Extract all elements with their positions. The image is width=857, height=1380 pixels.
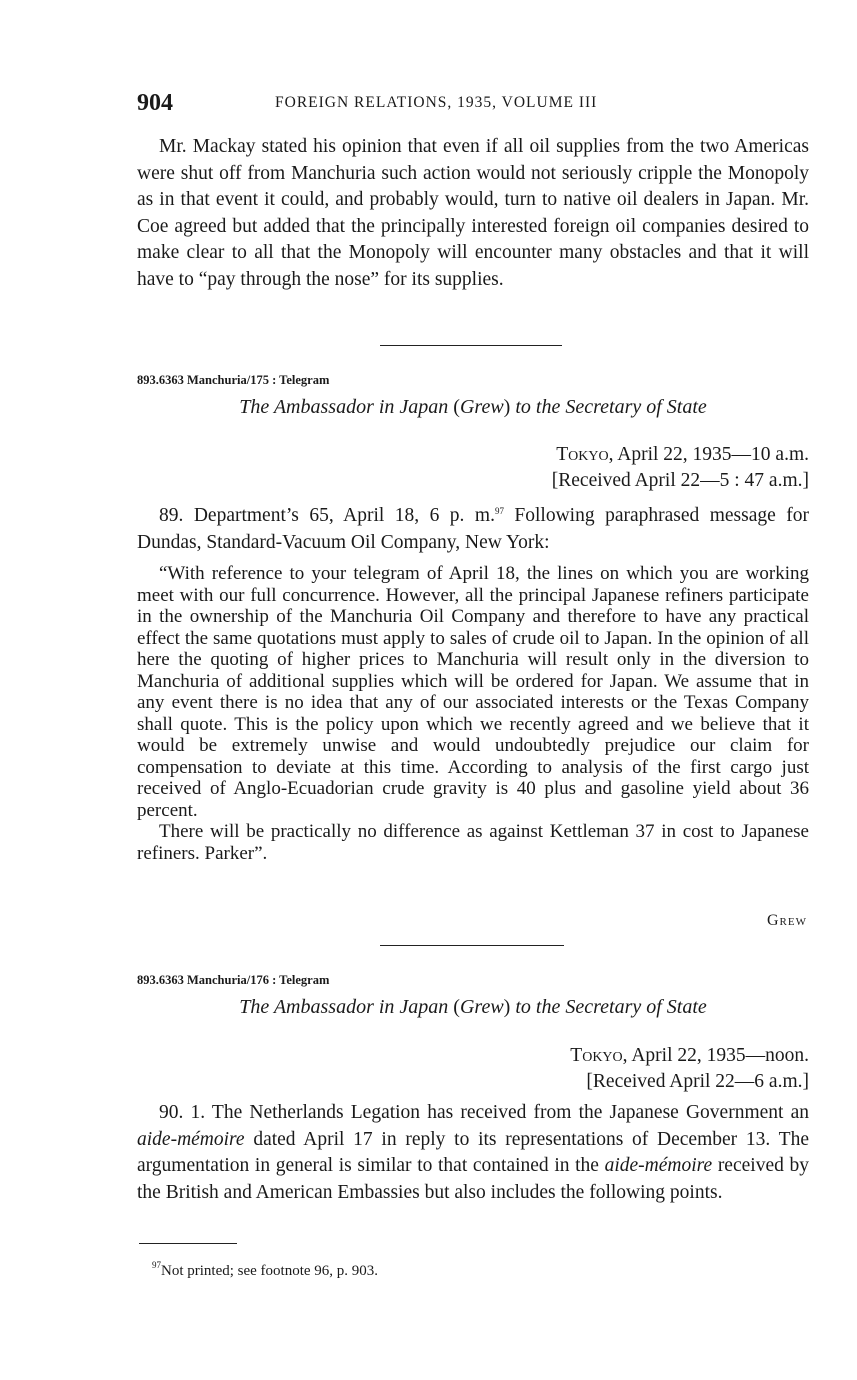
file-reference-2: 893.6363 Manchuria/176 : Telegram [137,973,330,987]
place: Tokyo [556,444,609,465]
heading-name: Grew [459,996,504,1018]
italic-term: aide-mémoire [604,1155,713,1176]
heading-text: The Ambassador in Japan [239,396,454,418]
dateline-2 [570,1043,809,1095]
received-line: [Received April 22—5 : 47 a.m.] [551,470,809,491]
heading-text: The Ambassador in Japan [239,996,454,1018]
opening-text: 89. Department’s 65, April 18, 6 p. m. [159,505,495,526]
quoted-message-closing: There will be practically no difference as against Kettleman 37 in cost to Japanese refiners. Parker”. [137,821,809,864]
heading-text-after: to the Secretary of State [510,996,707,1018]
footnote-text: Not printed; see footnote 96, p. 903. [161,1263,379,1279]
place: Tokyo [570,1045,623,1066]
footnote [152,1260,378,1280]
telegram-heading-2 [137,996,809,1019]
file-reference-1: 893.6363 Manchuria/175 : Telegram [137,373,330,387]
body-text: dated April 17 in reply to its representations of December 13. The argumentation in general is similar to that contained in the [137,1128,809,1176]
quoted-message-block [137,563,809,864]
heading-paren-open: ( [453,396,460,418]
section-divider [380,945,564,946]
heading-text-after: to the Secretary of State [510,396,707,418]
telegram-opening-block-1 [137,498,809,556]
heading-paren-open: ( [453,996,460,1018]
heading-paren-close: ) [503,996,511,1018]
opening-text-after: Following paraphrased message for Dundas, Standard-Vacuum Oil Company, New York: [137,505,809,553]
telegram-opening-1 [137,498,809,556]
date: , April 22, 1935—noon. [622,1045,809,1066]
italic-term: aide-mémoire [137,1128,245,1150]
footnote-divider [139,1243,237,1244]
signature-1: Grew [767,912,807,929]
received-line: [Received April 22—6 a.m.] [586,1071,809,1092]
intro-paragraph: Mr. Mackay stated his opinion that even if all oil supplies from the two Americas were shut off from Manchuria such action would not seriously cripple the Monopoly as in that event it could, and probably would, turn to native oil dealers in Japan. Mr. Coe agreed but added that the principally interested foreign oil companies desired to make clear to all that the Monopoly will encounter many obstacles and that it will have to “pay through the nose” for its supplies. [137,136,809,290]
quoted-message: “With reference to your telegram of April 18, the lines on which you are working meet with our full concurrence. However, all the principal Japanese refiners participate in the ownership of the Manchuria Oil Company and therefore to have any practical effect the same quotations must apply to sales of crude oil to Japan. In the opinion of all here the quoting of higher prices to Manchuria will result only in the diversion to Manchuria of additional supplies which will be ordered for Japan. We assume that in any event there is no idea that any of our associated interests or the Texas Company shall quote. This is the policy upon which we recently agreed and we believe that it would be extremely unwise and would undoubtedly prejudice our claim for compensation to deviate at this time. According to analysis of the first cargo just received of Anglo-Ecuadorian crude gravity is 40 plus and gasoline yield about 36 percent. [137,563,809,821]
page-header [137,90,809,120]
heading-paren-close: ) [503,396,511,418]
telegram-heading-1 [137,396,809,419]
section-divider [380,345,562,346]
heading-name: Grew [459,396,504,418]
telegram-body-block-2 [137,1100,809,1206]
page-number: 904 [137,90,173,116]
date-line [570,1043,809,1069]
date: , April 22, 1935—10 a.m. [608,444,809,465]
footnote-mark: 97 [152,1260,161,1270]
intro-paragraph-block [137,134,809,293]
body-text: received by the British and American Embassies but also includes the following points. [137,1155,809,1203]
body-text: 90. 1. The Netherlands Legation has received from the Japanese Government an [159,1102,809,1123]
running-head: FOREIGN RELATIONS, 1935, VOLUME III [275,94,598,111]
telegram-body-2 [137,1100,809,1206]
footnote-reference: 97 [494,506,504,516]
date-line [552,442,809,468]
dateline-1 [552,442,809,494]
